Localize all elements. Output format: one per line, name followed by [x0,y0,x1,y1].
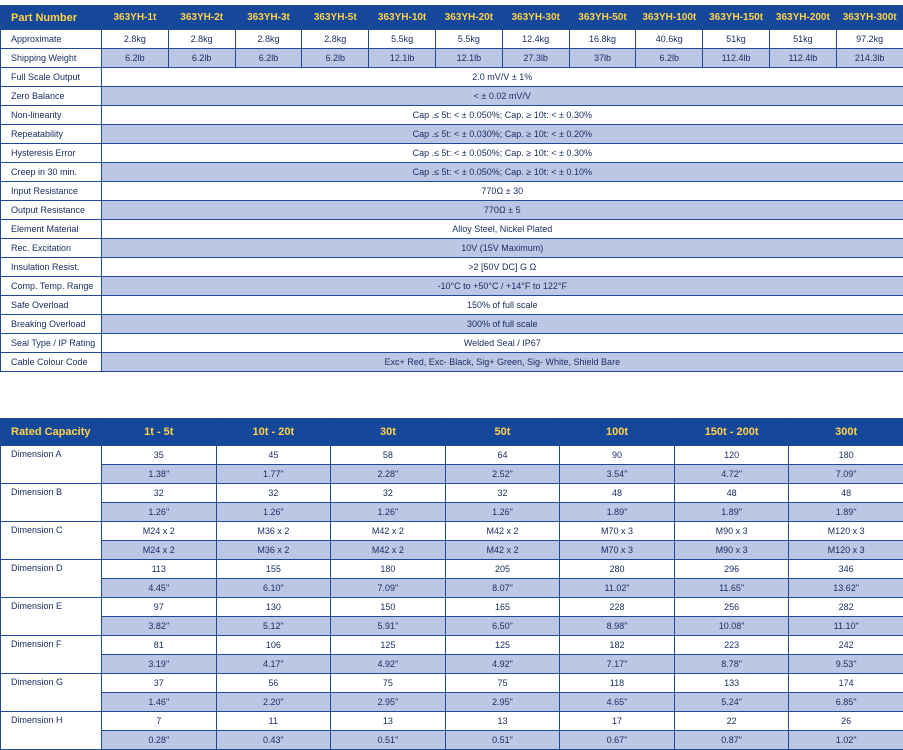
dimension-inch-cell: 8.07" [445,579,560,598]
dimension-inch-cell: 1.26" [445,503,560,522]
dimension-mm-cell: 346 [789,560,903,579]
dimension-inch-cell: 2.28" [331,465,446,484]
dimension-label: Dimension B [1,484,102,522]
spec-label: Insulation Resist. [1,258,102,277]
dimension-inch-cell: 4.45" [102,579,217,598]
spec-value: >2 [50V DC] G Ω [102,258,903,277]
weight-cell: 16.8kg [569,30,636,49]
weight-cell: 40.6kg [636,30,703,49]
dimension-mm-cell: M120 x 3 [789,522,903,541]
dimension-header-row [1,419,903,446]
dimension-label: Dimension C [1,522,102,560]
dimension-inch-cell: 1.26" [102,503,217,522]
dimension-inch-cell: M70 x 3 [560,541,675,560]
weight-cell: 5.5kg [435,30,502,49]
model-header: 363YH-2t [168,6,235,30]
shipping-weight-row [1,49,903,68]
dimension-inch-cell: 13.62" [789,579,903,598]
spec-label: Input Resistance [1,182,102,201]
spec-row [1,334,903,353]
dimension-mm-cell: 7 [102,712,217,731]
spec-label: Creep in 30 min. [1,163,102,182]
dimension-inch-cell: 5.91" [331,617,446,636]
shipping-cell: 37lb [569,49,636,68]
dimension-inch-cell: 2.95" [445,693,560,712]
spec-label: Cable Colour Code [1,353,102,372]
dimension-mm-cell: 174 [789,674,903,693]
dimension-inch-cell: 4.65" [560,693,675,712]
capacity-header: 300t [789,419,903,446]
dimension-inch-cell: 6.10" [216,579,331,598]
spec-row [1,87,903,106]
dimension-inch-cell: 7.09" [331,579,446,598]
dimension-inch-cell: 11.65" [674,579,789,598]
dimension-mm-cell: 296 [674,560,789,579]
dimension-label: Dimension E [1,598,102,636]
shipping-cell: 6.2lb [168,49,235,68]
dimension-inch-cell: 0.87" [674,731,789,750]
spec-value: < ± 0.02 mV/V [102,87,903,106]
dimension-mm-cell: 32 [445,484,560,503]
spec-value: Cap .≤ 5t: < ± 0.050%; Cap. ≥ 10t: < ± 0.10% [102,163,903,182]
weight-cell: 2.8kg [102,30,169,49]
dimension-inch-row [1,465,903,484]
spec-row [1,106,903,125]
dimension-inch-cell: 1.89" [789,503,903,522]
dimension-inch-cell: M42 x 2 [445,541,560,560]
dimension-inch-cell: 1.26" [331,503,446,522]
dimension-mm-cell: M24 x 2 [102,522,217,541]
dimension-table [0,418,903,750]
dimension-mm-cell: 256 [674,598,789,617]
spec-row [1,239,903,258]
dimension-mm-cell: 113 [102,560,217,579]
dimension-mm-cell: 45 [216,446,331,465]
dimension-mm-cell: 90 [560,446,675,465]
dimension-mm-cell: 205 [445,560,560,579]
approximate-weight-row [1,30,903,49]
dimension-inch-cell: 1.46" [102,693,217,712]
spec-header-row [1,6,903,30]
dimension-inch-cell: 0.28" [102,731,217,750]
dimension-inch-cell: 8.78" [674,655,789,674]
dimension-mm-row [1,560,903,579]
dimension-mm-cell: 32 [216,484,331,503]
spec-body [1,30,903,372]
dimension-mm-cell: 32 [102,484,217,503]
dimension-mm-cell: 32 [331,484,446,503]
spec-value: 150% of full scale [102,296,903,315]
dimension-inch-cell: 2.20" [216,693,331,712]
spec-value: Cap .≤ 5t: < ± 0.030%; Cap. ≥ 10t: < ± 0.20% [102,125,903,144]
dimension-mm-cell: 182 [560,636,675,655]
dimension-inch-cell: 1.38" [102,465,217,484]
spec-label: Non-linearity [1,106,102,125]
spec-value: Cap .≤ 5t: < ± 0.050%; Cap. ≥ 10t: < ± 0.30% [102,144,903,163]
dimension-inch-row [1,655,903,674]
dimension-inch-row [1,541,903,560]
spec-value: 2.0 mV/V ± 1% [102,68,903,87]
row-label: Approximate [1,30,102,49]
dimension-mm-cell: M90 x 3 [674,522,789,541]
spec-row [1,182,903,201]
shipping-cell: 112.4lb [703,49,770,68]
spec-label: Zero Balance [1,87,102,106]
weight-cell: 51kg [703,30,770,49]
dimension-mm-row [1,674,903,693]
dimension-inch-row [1,579,903,598]
dimension-mm-cell: 120 [674,446,789,465]
spec-row [1,201,903,220]
dimension-inch-cell: 0.51" [331,731,446,750]
weight-cell: 2.8kg [168,30,235,49]
model-header: 363YH-30t [502,6,569,30]
dimension-mm-cell: 56 [216,674,331,693]
dimension-inch-cell: M24 x 2 [102,541,217,560]
dimension-inch-cell: 7.09" [789,465,903,484]
dimension-inch-cell: 1.89" [560,503,675,522]
dimension-inch-cell: 9.53" [789,655,903,674]
row-label: Shipping Weight [1,49,102,68]
spec-row [1,220,903,239]
spec-label: Rec. Excitation [1,239,102,258]
spec-value: -10°C to +50°C / +14°F to 122°F [102,277,903,296]
dimension-mm-cell: M42 x 2 [445,522,560,541]
dimension-inch-cell: 7.17" [560,655,675,674]
dimension-inch-cell: 0.67" [560,731,675,750]
capacity-header: 100t [560,419,675,446]
dimension-mm-cell: 133 [674,674,789,693]
dimension-inch-cell: 5.12" [216,617,331,636]
dimension-mm-cell: 165 [445,598,560,617]
spec-label: Seal Type / IP Rating [1,334,102,353]
dimension-inch-cell: 2.52" [445,465,560,484]
dimension-inch-cell: 4.17" [216,655,331,674]
dimension-body [1,446,903,750]
dimension-inch-row [1,693,903,712]
dimension-mm-cell: 64 [445,446,560,465]
shipping-cell: 12.1lb [369,49,436,68]
dimension-inch-cell: 8.98" [560,617,675,636]
weight-cell: 2.8kg [235,30,302,49]
dimension-mm-cell: 11 [216,712,331,731]
spec-label: Safe Overload [1,296,102,315]
model-header: 363YH-300t [836,6,903,30]
dimension-inch-cell: 1.89" [674,503,789,522]
model-header: 363YH-200t [769,6,836,30]
dimension-mm-row [1,446,903,465]
dimension-mm-cell: 48 [560,484,675,503]
capacity-header: 1t - 5t [102,419,217,446]
dimension-inch-cell: M42 x 2 [331,541,446,560]
shipping-cell: 214.3lb [836,49,903,68]
spec-label: Output Resistance [1,201,102,220]
dimension-mm-cell: 282 [789,598,903,617]
dimension-mm-cell: 58 [331,446,446,465]
dimension-mm-cell: 125 [331,636,446,655]
dimension-inch-cell: 0.43" [216,731,331,750]
spec-label: Repeatability [1,125,102,144]
dimension-mm-row [1,636,903,655]
dimension-inch-cell: 4.92" [331,655,446,674]
dimension-mm-cell: 37 [102,674,217,693]
shipping-cell: 6.2lb [235,49,302,68]
spec-value: Cap .≤ 5t: < ± 0.050%; Cap. ≥ 10t: < ± 0.30% [102,106,903,125]
spec-label: Full Scale Output [1,68,102,87]
dimension-label: Dimension D [1,560,102,598]
dimension-label: Dimension F [1,636,102,674]
spec-table [0,5,903,372]
weight-cell: 5.5kg [369,30,436,49]
dimension-mm-cell: 125 [445,636,560,655]
capacity-header: 50t [445,419,560,446]
dimension-mm-cell: M36 x 2 [216,522,331,541]
dimension-inch-cell: 3.82" [102,617,217,636]
dimension-mm-cell: 155 [216,560,331,579]
rated-capacity-header: Rated Capacity [1,419,102,446]
dimension-mm-cell: 13 [331,712,446,731]
dimension-mm-cell: 17 [560,712,675,731]
weight-cell: 2.8kg [302,30,369,49]
spec-value: Alloy Steel, Nickel Plated [102,220,903,239]
dimension-mm-cell: 97 [102,598,217,617]
shipping-cell: 6.2lb [636,49,703,68]
dimension-mm-cell: 118 [560,674,675,693]
dimension-mm-cell: 242 [789,636,903,655]
dimension-mm-cell: 81 [102,636,217,655]
dimension-mm-cell: 180 [331,560,446,579]
capacity-header: 30t [331,419,446,446]
spec-row [1,315,903,334]
shipping-cell: 6.2lb [302,49,369,68]
spec-row [1,277,903,296]
dimension-mm-row [1,522,903,541]
dimension-inch-cell: 2.95" [331,693,446,712]
dimension-mm-cell: 48 [789,484,903,503]
shipping-cell: 27.3lb [502,49,569,68]
dimension-inch-cell: 6.50" [445,617,560,636]
dimension-mm-cell: 150 [331,598,446,617]
dimension-mm-cell: 106 [216,636,331,655]
spec-row [1,68,903,87]
shipping-cell: 6.2lb [102,49,169,68]
dimension-mm-cell: 35 [102,446,217,465]
dimension-mm-cell: M42 x 2 [331,522,446,541]
dimension-mm-row [1,712,903,731]
weight-cell: 51kg [769,30,836,49]
spec-row [1,353,903,372]
spec-label: Hysteresis Error [1,144,102,163]
dimension-label: Dimension A [1,446,102,484]
dimension-mm-cell: 130 [216,598,331,617]
dimension-mm-cell: M70 x 3 [560,522,675,541]
spec-row [1,144,903,163]
dimension-mm-cell: 180 [789,446,903,465]
dimension-inch-cell: 4.72" [674,465,789,484]
shipping-cell: 112.4lb [769,49,836,68]
dimension-mm-cell: 223 [674,636,789,655]
dimension-inch-cell: 0.51" [445,731,560,750]
model-header: 363YH-50t [569,6,636,30]
spec-value: 770Ω ± 5 [102,201,903,220]
part-number-header: Part Number [1,6,102,30]
spec-value: 10V (15V Maximum) [102,239,903,258]
weight-cell: 97.2kg [836,30,903,49]
dimension-inch-cell: 11.02" [560,579,675,598]
dimension-inch-cell: 11.10" [789,617,903,636]
dimension-inch-cell: 1.02" [789,731,903,750]
dimension-label: Dimension H [1,712,102,750]
spec-label: Element Material [1,220,102,239]
spec-label: Breaking Overload [1,315,102,334]
spec-value: 300% of full scale [102,315,903,334]
dimension-label: Dimension G [1,674,102,712]
dimension-mm-cell: 48 [674,484,789,503]
spec-value: Exc+ Red, Exc- Black, Sig+ Green, Sig- White, Shield Bare [102,353,903,372]
dimension-mm-cell: 22 [674,712,789,731]
spec-label: Comp. Temp. Range [1,277,102,296]
dimension-inch-cell: 1.26" [216,503,331,522]
capacity-header: 10t - 20t [216,419,331,446]
model-header: 363YH-150t [703,6,770,30]
dimension-mm-cell: 75 [331,674,446,693]
dimension-mm-cell: 13 [445,712,560,731]
dimension-inch-row [1,617,903,636]
dimension-inch-cell: M36 x 2 [216,541,331,560]
dimension-inch-cell: 5.24" [674,693,789,712]
capacity-header: 150t - 200t [674,419,789,446]
dimension-inch-cell: M90 x 3 [674,541,789,560]
dimension-mm-cell: 280 [560,560,675,579]
weight-cell: 12.4kg [502,30,569,49]
spec-value: 770Ω ± 30 [102,182,903,201]
dimension-inch-cell: 10.08" [674,617,789,636]
dimension-inch-cell: 3.19" [102,655,217,674]
dimension-inch-cell: 4.92" [445,655,560,674]
spec-value: Welded Seal / IP67 [102,334,903,353]
model-header: 363YH-3t [235,6,302,30]
dimension-mm-cell: 228 [560,598,675,617]
model-header: 363YH-10t [369,6,436,30]
model-header: 363YH-5t [302,6,369,30]
spec-row [1,258,903,277]
spec-row [1,296,903,315]
dimension-mm-cell: 75 [445,674,560,693]
dimension-inch-row [1,503,903,522]
spec-row [1,163,903,182]
dimension-mm-row [1,484,903,503]
shipping-cell: 12.1lb [435,49,502,68]
dimension-mm-cell: 26 [789,712,903,731]
dimension-inch-cell: 3.54" [560,465,675,484]
model-header: 363YH-100t [636,6,703,30]
dimension-inch-row [1,731,903,750]
dimension-inch-cell: 1.77" [216,465,331,484]
spec-row [1,125,903,144]
model-header: 363YH-1t [102,6,169,30]
dimension-inch-cell: M120 x 3 [789,541,903,560]
dimension-inch-cell: 6.85" [789,693,903,712]
model-header: 363YH-20t [435,6,502,30]
dimension-mm-row [1,598,903,617]
